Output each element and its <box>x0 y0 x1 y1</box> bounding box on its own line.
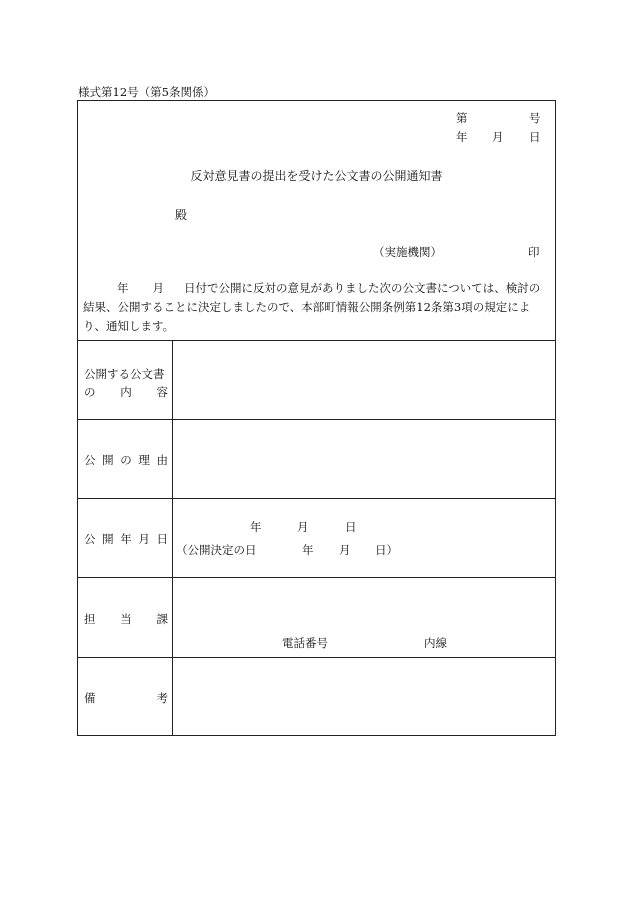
seal-mark: 印 <box>528 245 540 259</box>
decision-month: 月 <box>339 543 351 557</box>
phone-label: 電話番号 <box>282 636 328 650</box>
publication-date-label: 公 開 年 月 日 <box>84 532 168 546</box>
document-title: 反対意見書の提出を受けた公文書の公開通知書 <box>190 169 443 183</box>
row-divider <box>78 419 555 420</box>
date-month: 月 <box>492 130 504 144</box>
row-divider <box>78 498 555 499</box>
number-suffix: 号 <box>529 111 541 125</box>
reason-label: 公 開 の 理 由 <box>84 453 168 467</box>
column-divider <box>172 340 173 736</box>
agency-label: （実施機関） <box>373 245 442 259</box>
pub-day: 日 <box>345 520 357 534</box>
pub-month: 月 <box>297 520 309 534</box>
pub-year: 年 <box>250 520 262 534</box>
decision-date-prefix: （公開決定の日 <box>176 543 257 557</box>
body-text: 日付で公開に反対の意見がありました次の公文書については、検討の結果、公開することに決定しましたので、本部町情報公開条例第12条第3項の規定により、通知します。 <box>83 281 541 333</box>
content-label-line1: 公開する公文書 <box>84 367 165 381</box>
number-prefix: 第 <box>456 111 468 125</box>
table-top-line <box>78 340 555 341</box>
row-divider <box>78 577 555 578</box>
decision-day: 日） <box>375 543 398 557</box>
content-label <box>84 366 168 400</box>
content-label-line2: の 内 容 <box>84 385 168 399</box>
addressee-suffix: 殿 <box>175 208 188 222</box>
decision-year: 年 <box>302 543 314 557</box>
date-year: 年 <box>456 130 468 144</box>
date-day: 日 <box>529 130 541 144</box>
notice-form <box>77 100 556 736</box>
notice-body <box>83 279 550 336</box>
extension-label: 内線 <box>424 636 447 650</box>
body-month: 月 <box>152 281 164 295</box>
form-number: 様式第12号（第5条関係） <box>78 85 215 99</box>
remarks-label: 備 考 <box>84 691 168 705</box>
row-divider <box>78 657 555 658</box>
department-label: 担 当 課 <box>84 612 168 626</box>
body-year: 年 <box>117 281 129 295</box>
